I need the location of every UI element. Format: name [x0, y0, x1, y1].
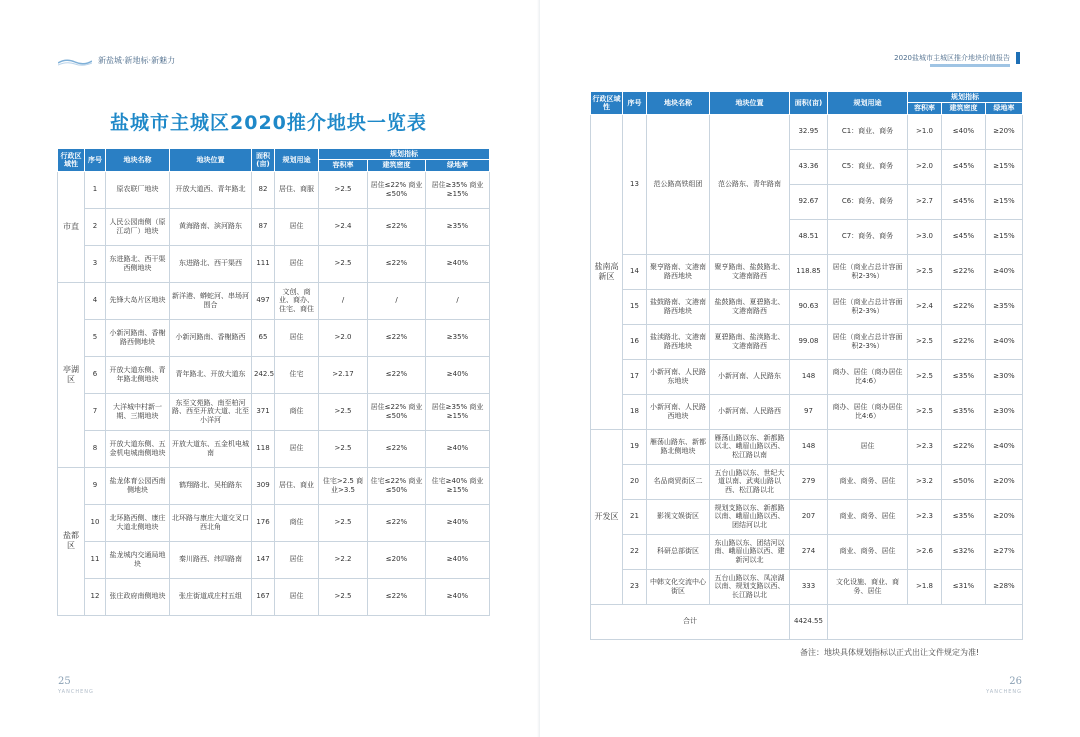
parcel-density: ≤22%	[368, 578, 426, 615]
parcel-far: 住宅>2.5 商业>3.5	[319, 467, 368, 504]
wave-logo-icon	[58, 56, 92, 66]
table-row	[591, 114, 1023, 149]
parcel-green: ≥35%	[426, 208, 490, 245]
row-number: 19	[623, 429, 647, 464]
row-number: 13	[623, 114, 647, 254]
row-number: 15	[623, 289, 647, 324]
parcel-far: >2.7	[908, 184, 942, 219]
parcel-density: ≤45%	[942, 184, 986, 219]
col-no: 序号	[623, 92, 647, 115]
total-label: 合计	[591, 604, 790, 639]
col-far: 容积率	[319, 160, 368, 171]
parcel-far: >2.5	[319, 430, 368, 467]
parcel-density: ≤40%	[942, 114, 986, 149]
parcel-area: 148	[790, 429, 828, 464]
header-right-text: 2020盐城市主城区推介地块价值报告	[894, 54, 1010, 62]
table-row	[58, 245, 490, 282]
parcel-green: ≥40%	[986, 429, 1023, 464]
parcel-location: 小新河南、人民路东	[710, 359, 790, 394]
parcel-name: 名品商贸街区二	[647, 464, 710, 499]
row-number: 1	[85, 171, 106, 208]
parcel-name: 先锋大岛片区地块	[106, 282, 170, 319]
total-value: 4424.55	[790, 604, 828, 639]
col-density: 建筑密度	[942, 103, 986, 114]
parcel-name: 人民公园南侧（原江动厂）地块	[106, 208, 170, 245]
parcel-use: C7：商务、商务	[828, 219, 908, 254]
col-name: 地块名称	[647, 92, 710, 115]
left-table	[57, 148, 490, 616]
parcel-name: 东进路北、西干渠西侧地块	[106, 245, 170, 282]
parcel-use: 商办、居住（商办居住比4:6）	[828, 359, 908, 394]
parcel-density: ≤22%	[368, 319, 426, 356]
parcel-density: ≤22%	[942, 289, 986, 324]
parcel-use: 居住	[275, 541, 319, 578]
parcel-name: 盐渎路北、文港南路西地块	[647, 324, 710, 359]
parcel-use: 居住（商业占总计容面积2-3%）	[828, 254, 908, 289]
parcel-density: ≤22%	[942, 429, 986, 464]
right-table	[590, 91, 1023, 640]
row-number: 22	[623, 534, 647, 569]
parcel-location: 东山路以东、团结河以南、峨眉山路以西、建新河以北	[710, 534, 790, 569]
parcel-area: 207	[790, 499, 828, 534]
parcel-density: ≤22%	[942, 254, 986, 289]
parcel-use: C6：商务、商务	[828, 184, 908, 219]
header-right	[894, 52, 1020, 64]
parcel-location: 盐鼓路南、夏碧路北、文港南路西	[710, 289, 790, 324]
parcel-use: 居住	[275, 430, 319, 467]
parcel-location: 五台山路以东、凤凉湖以南、规划支路以西、长江路以北	[710, 569, 790, 604]
parcel-use: 商住	[275, 393, 319, 430]
parcel-location: 夏碧路南、盐渎路北、文港南路西	[710, 324, 790, 359]
parcel-name: 聚亨路南、文港南路西地块	[647, 254, 710, 289]
parcel-area: 82	[252, 171, 275, 208]
parcel-location: 鹤翔路北、吴桕路东	[170, 467, 252, 504]
parcel-area: 176	[252, 504, 275, 541]
parcel-use: C1：商业、商务	[828, 114, 908, 149]
parcel-location: 东进路北、西干渠西	[170, 245, 252, 282]
parcel-name: 中韩文化交流中心街区	[647, 569, 710, 604]
parcel-density: ≤20%	[368, 541, 426, 578]
table-row	[58, 541, 490, 578]
parcel-location: 黄海路南、滨河路东	[170, 208, 252, 245]
parcel-location: 聚亨路南、盐鼓路北、文港南路西	[710, 254, 790, 289]
col-far: 容积率	[908, 103, 942, 114]
parcel-density: ≤22%	[368, 208, 426, 245]
parcel-far: >2.5	[319, 171, 368, 208]
parcel-far: >2.5	[908, 324, 942, 359]
parcel-far: >2.5	[319, 393, 368, 430]
parcel-green: 居住≥35% 商业≥15%	[426, 171, 490, 208]
parcel-name: 小新河南、人民路东地块	[647, 359, 710, 394]
parcel-use: 商业、商务、居住	[828, 464, 908, 499]
table-row	[58, 467, 490, 504]
district-cell: 市直	[58, 171, 85, 282]
col-use: 规划用途	[275, 149, 319, 172]
row-number: 6	[85, 356, 106, 393]
parcel-name: 范公路高铁组团	[647, 114, 710, 254]
parcel-area: 279	[790, 464, 828, 499]
col-location: 地块位置	[710, 92, 790, 115]
parcel-far: >2.0	[319, 319, 368, 356]
parcel-density: ≤22%	[368, 430, 426, 467]
col-area: 面积(亩)	[252, 149, 275, 172]
page-title: 盐城市主城区2020推介地块一览表	[110, 112, 427, 134]
table-row	[58, 356, 490, 393]
parcel-green: /	[426, 282, 490, 319]
col-district: 行政区域性	[58, 149, 85, 172]
parcel-green: ≥15%	[986, 149, 1023, 184]
parcel-far: >2.4	[908, 289, 942, 324]
row-number: 16	[623, 324, 647, 359]
parcel-far: >2.6	[908, 534, 942, 569]
parcel-density: ≤22%	[942, 324, 986, 359]
parcel-location: 规划支路以东、新都路以南、峨眉山路以西、团结河以北	[710, 499, 790, 534]
parcel-far: >3.2	[908, 464, 942, 499]
parcel-density: ≤31%	[942, 569, 986, 604]
table-row	[58, 578, 490, 615]
parcel-area: 309	[252, 467, 275, 504]
parcel-far: >2.3	[908, 499, 942, 534]
parcel-green: ≥40%	[986, 254, 1023, 289]
row-number: 11	[85, 541, 106, 578]
parcel-area: 90.63	[790, 289, 828, 324]
district-cell: 盐南高新区	[591, 114, 623, 429]
table-row	[591, 324, 1023, 359]
parcel-area: 48.51	[790, 219, 828, 254]
row-number: 5	[85, 319, 106, 356]
parcel-green: ≥40%	[426, 430, 490, 467]
col-green: 绿地率	[986, 103, 1023, 114]
row-number: 18	[623, 394, 647, 429]
parcel-density: ≤32%	[942, 534, 986, 569]
parcel-use: C5：商业、商务	[828, 149, 908, 184]
row-number: 23	[623, 569, 647, 604]
col-location: 地块位置	[170, 149, 252, 172]
parcel-density: ≤35%	[942, 359, 986, 394]
parcel-use: 居住	[275, 245, 319, 282]
parcel-use: 商业、商务、居住	[828, 499, 908, 534]
parcel-green: ≥27%	[986, 534, 1023, 569]
parcel-use: 文化设施、商业、商务、居住	[828, 569, 908, 604]
parcel-green: ≥28%	[986, 569, 1023, 604]
row-number: 14	[623, 254, 647, 289]
header-bar	[930, 64, 1010, 67]
parcel-green: ≥30%	[986, 359, 1023, 394]
page-number-right: 26	[1009, 676, 1022, 687]
parcel-density: 居住≤22% 商业≤50%	[368, 171, 426, 208]
parcel-density: 住宅≤22% 商业≤50%	[368, 467, 426, 504]
row-number: 2	[85, 208, 106, 245]
row-number: 10	[85, 504, 106, 541]
row-number: 4	[85, 282, 106, 319]
row-number: 9	[85, 467, 106, 504]
parcel-name: 科研总部街区	[647, 534, 710, 569]
parcel-area: 65	[252, 319, 275, 356]
parcel-name: 盐鼓路南、文港南路西地块	[647, 289, 710, 324]
footnote: 备注：地块具体规划指标以正式出让文件规定为准!	[800, 648, 980, 657]
parcel-location: 小新河路南、香榭路西	[170, 319, 252, 356]
parcel-density: ≤35%	[942, 394, 986, 429]
parcel-far: >2.17	[319, 356, 368, 393]
col-name: 地块名称	[106, 149, 170, 172]
parcel-use: 商业、商务、居住	[828, 534, 908, 569]
table-row	[58, 430, 490, 467]
parcel-area: 97	[790, 394, 828, 429]
table-row	[58, 208, 490, 245]
parcel-location: 五台山路以东、世纪大道以南、武夷山路以西、松江路以北	[710, 464, 790, 499]
parcel-name: 开放大道东侧、五金机电城南侧地块	[106, 430, 170, 467]
parcel-green: 住宅≥40% 商业≥15%	[426, 467, 490, 504]
parcel-area: 32.95	[790, 114, 828, 149]
parcel-density: ≤22%	[368, 504, 426, 541]
parcel-name: 开放大道东侧、青年路北侧地块	[106, 356, 170, 393]
parcel-far: >2.4	[319, 208, 368, 245]
table-row	[58, 393, 490, 430]
table-row	[58, 319, 490, 356]
parcel-use: 居住	[828, 429, 908, 464]
header-left-text: 新盐城·新地标·新魅力	[98, 56, 176, 65]
district-cell: 开发区	[591, 429, 623, 604]
parcel-green: ≥20%	[986, 499, 1023, 534]
parcel-name: 影视文娱街区	[647, 499, 710, 534]
parcel-location: 开放大道东、五金机电城南	[170, 430, 252, 467]
col-density: 建筑密度	[368, 160, 426, 171]
parcel-far: >3.0	[908, 219, 942, 254]
parcel-location: 东至文苑路、南至柏河路、西至开放大道、北至小洋河	[170, 393, 252, 430]
table-row	[58, 504, 490, 541]
table-row	[58, 282, 490, 319]
header-block-icon	[1016, 52, 1020, 64]
parcel-far: >2.5	[319, 504, 368, 541]
parcel-area: 167	[252, 578, 275, 615]
parcel-far: >2.5	[908, 359, 942, 394]
parcel-use: 居住（商业占总计容面积2-3%）	[828, 289, 908, 324]
parcel-use: 居住	[275, 208, 319, 245]
parcel-area: 148	[790, 359, 828, 394]
parcel-green: ≥40%	[426, 356, 490, 393]
table-row	[591, 499, 1023, 534]
parcel-use: 居住（商业占总计容面积2-3%）	[828, 324, 908, 359]
parcel-area: 111	[252, 245, 275, 282]
parcel-area: 118.85	[790, 254, 828, 289]
col-indicators: 规划指标	[319, 149, 490, 160]
parcel-name: 小新河路南、香榭路西侧地块	[106, 319, 170, 356]
parcel-area: 87	[252, 208, 275, 245]
parcel-green: ≥35%	[426, 319, 490, 356]
parcel-far: >2.3	[908, 429, 942, 464]
parcel-far: >2.2	[319, 541, 368, 578]
parcel-green: ≥15%	[986, 184, 1023, 219]
right-page	[540, 0, 1080, 737]
parcel-green: ≥40%	[426, 245, 490, 282]
parcel-green: ≥40%	[426, 541, 490, 578]
col-no: 序号	[85, 149, 106, 172]
parcel-far: >2.5	[319, 578, 368, 615]
parcel-use: 住宅	[275, 356, 319, 393]
parcel-use: 居住	[275, 319, 319, 356]
parcel-location: 北环路与康庄大道交叉口西北角	[170, 504, 252, 541]
parcel-use: 居住、商业	[275, 467, 319, 504]
col-indicators: 规划指标	[908, 92, 1023, 103]
page-sub-right: YANCHENG	[986, 689, 1022, 695]
table-row	[591, 429, 1023, 464]
parcel-location: 张庄街道成庄村五组	[170, 578, 252, 615]
parcel-far: >2.5	[319, 245, 368, 282]
parcel-area: 147	[252, 541, 275, 578]
parcel-location: 秦川路西、纬四路南	[170, 541, 252, 578]
district-cell: 亭湖区	[58, 282, 85, 467]
parcel-density: 居住≤22% 商业≤50%	[368, 393, 426, 430]
parcel-area: 333	[790, 569, 828, 604]
parcel-far: >2.5	[908, 394, 942, 429]
parcel-density: ≤45%	[942, 219, 986, 254]
col-use: 规划用途	[828, 92, 908, 115]
row-number: 3	[85, 245, 106, 282]
row-number: 7	[85, 393, 106, 430]
table-row	[591, 534, 1023, 569]
parcel-area: 118	[252, 430, 275, 467]
table-row	[58, 171, 490, 208]
parcel-location: 范公路东、青年路南	[710, 114, 790, 254]
table-row	[591, 359, 1023, 394]
row-number: 17	[623, 359, 647, 394]
parcel-density: ≤22%	[368, 356, 426, 393]
header-left	[58, 55, 175, 66]
parcel-name: 大洋城中村新一期、三期地块	[106, 393, 170, 430]
parcel-use: 商住	[275, 504, 319, 541]
parcel-name: 北环路西侧、康庄大道北侧地块	[106, 504, 170, 541]
table-row	[591, 289, 1023, 324]
page-sub-left: YANCHENG	[58, 689, 94, 695]
parcel-location: 青年路北、开放大道东	[170, 356, 252, 393]
parcel-green: ≥30%	[986, 394, 1023, 429]
row-number: 20	[623, 464, 647, 499]
parcel-area: 99.08	[790, 324, 828, 359]
col-district: 行政区域性	[591, 92, 623, 115]
col-green: 绿地率	[426, 160, 490, 171]
parcel-far: >1.0	[908, 114, 942, 149]
parcel-name: 盐龙城内交通局地块	[106, 541, 170, 578]
row-number: 21	[623, 499, 647, 534]
parcel-name: 小新河南、人民路西地块	[647, 394, 710, 429]
parcel-far: >1.8	[908, 569, 942, 604]
parcel-far: >2.0	[908, 149, 942, 184]
parcel-name: 雁荡山路东、新都路北侧地块	[647, 429, 710, 464]
parcel-location: 新洋港、蟒蛇河、串场河围合	[170, 282, 252, 319]
parcel-area: 92.67	[790, 184, 828, 219]
parcel-green: ≥20%	[986, 464, 1023, 499]
parcel-green: ≥15%	[986, 219, 1023, 254]
parcel-green: ≥35%	[986, 289, 1023, 324]
parcel-far: >2.5	[908, 254, 942, 289]
parcel-green: ≥40%	[986, 324, 1023, 359]
row-number: 8	[85, 430, 106, 467]
total-empty	[828, 604, 1023, 639]
parcel-green: ≥40%	[426, 578, 490, 615]
parcel-density: /	[368, 282, 426, 319]
parcel-location: 开放大道西、青年路北	[170, 171, 252, 208]
total-row	[591, 604, 1023, 639]
row-number: 12	[85, 578, 106, 615]
parcel-use: 居住、商服	[275, 171, 319, 208]
parcel-far: /	[319, 282, 368, 319]
parcel-area: 274	[790, 534, 828, 569]
parcel-name: 张庄政府南侧地块	[106, 578, 170, 615]
parcel-density: ≤50%	[942, 464, 986, 499]
parcel-location: 小新河南、人民路西	[710, 394, 790, 429]
parcel-location: 雁荡山路以东、新都路以北、峨眉山路以西、松江路以南	[710, 429, 790, 464]
parcel-green: ≥20%	[986, 114, 1023, 149]
parcel-density: ≤35%	[942, 499, 986, 534]
parcel-use: 商办、居住（商办居住比4:6）	[828, 394, 908, 429]
table-row	[591, 254, 1023, 289]
parcel-area: 242.5	[252, 356, 275, 393]
parcel-area: 371	[252, 393, 275, 430]
table-row	[591, 394, 1023, 429]
parcel-density: ≤45%	[942, 149, 986, 184]
parcel-green: 居住≥35% 商业≥15%	[426, 393, 490, 430]
parcel-green: ≥40%	[426, 504, 490, 541]
parcel-use: 文创、商业、商办、住宅、商住	[275, 282, 319, 319]
parcel-name: 盐龙体育公园西南侧地块	[106, 467, 170, 504]
parcel-area: 497	[252, 282, 275, 319]
table-row	[591, 464, 1023, 499]
district-cell: 盐都区	[58, 467, 85, 615]
parcel-use: 居住	[275, 578, 319, 615]
parcel-area: 43.36	[790, 149, 828, 184]
parcel-name: 原农联厂地块	[106, 171, 170, 208]
parcel-density: ≤22%	[368, 245, 426, 282]
col-area: 面积(亩)	[790, 92, 828, 115]
table-row	[591, 569, 1023, 604]
page-number-left: 25	[58, 676, 71, 687]
